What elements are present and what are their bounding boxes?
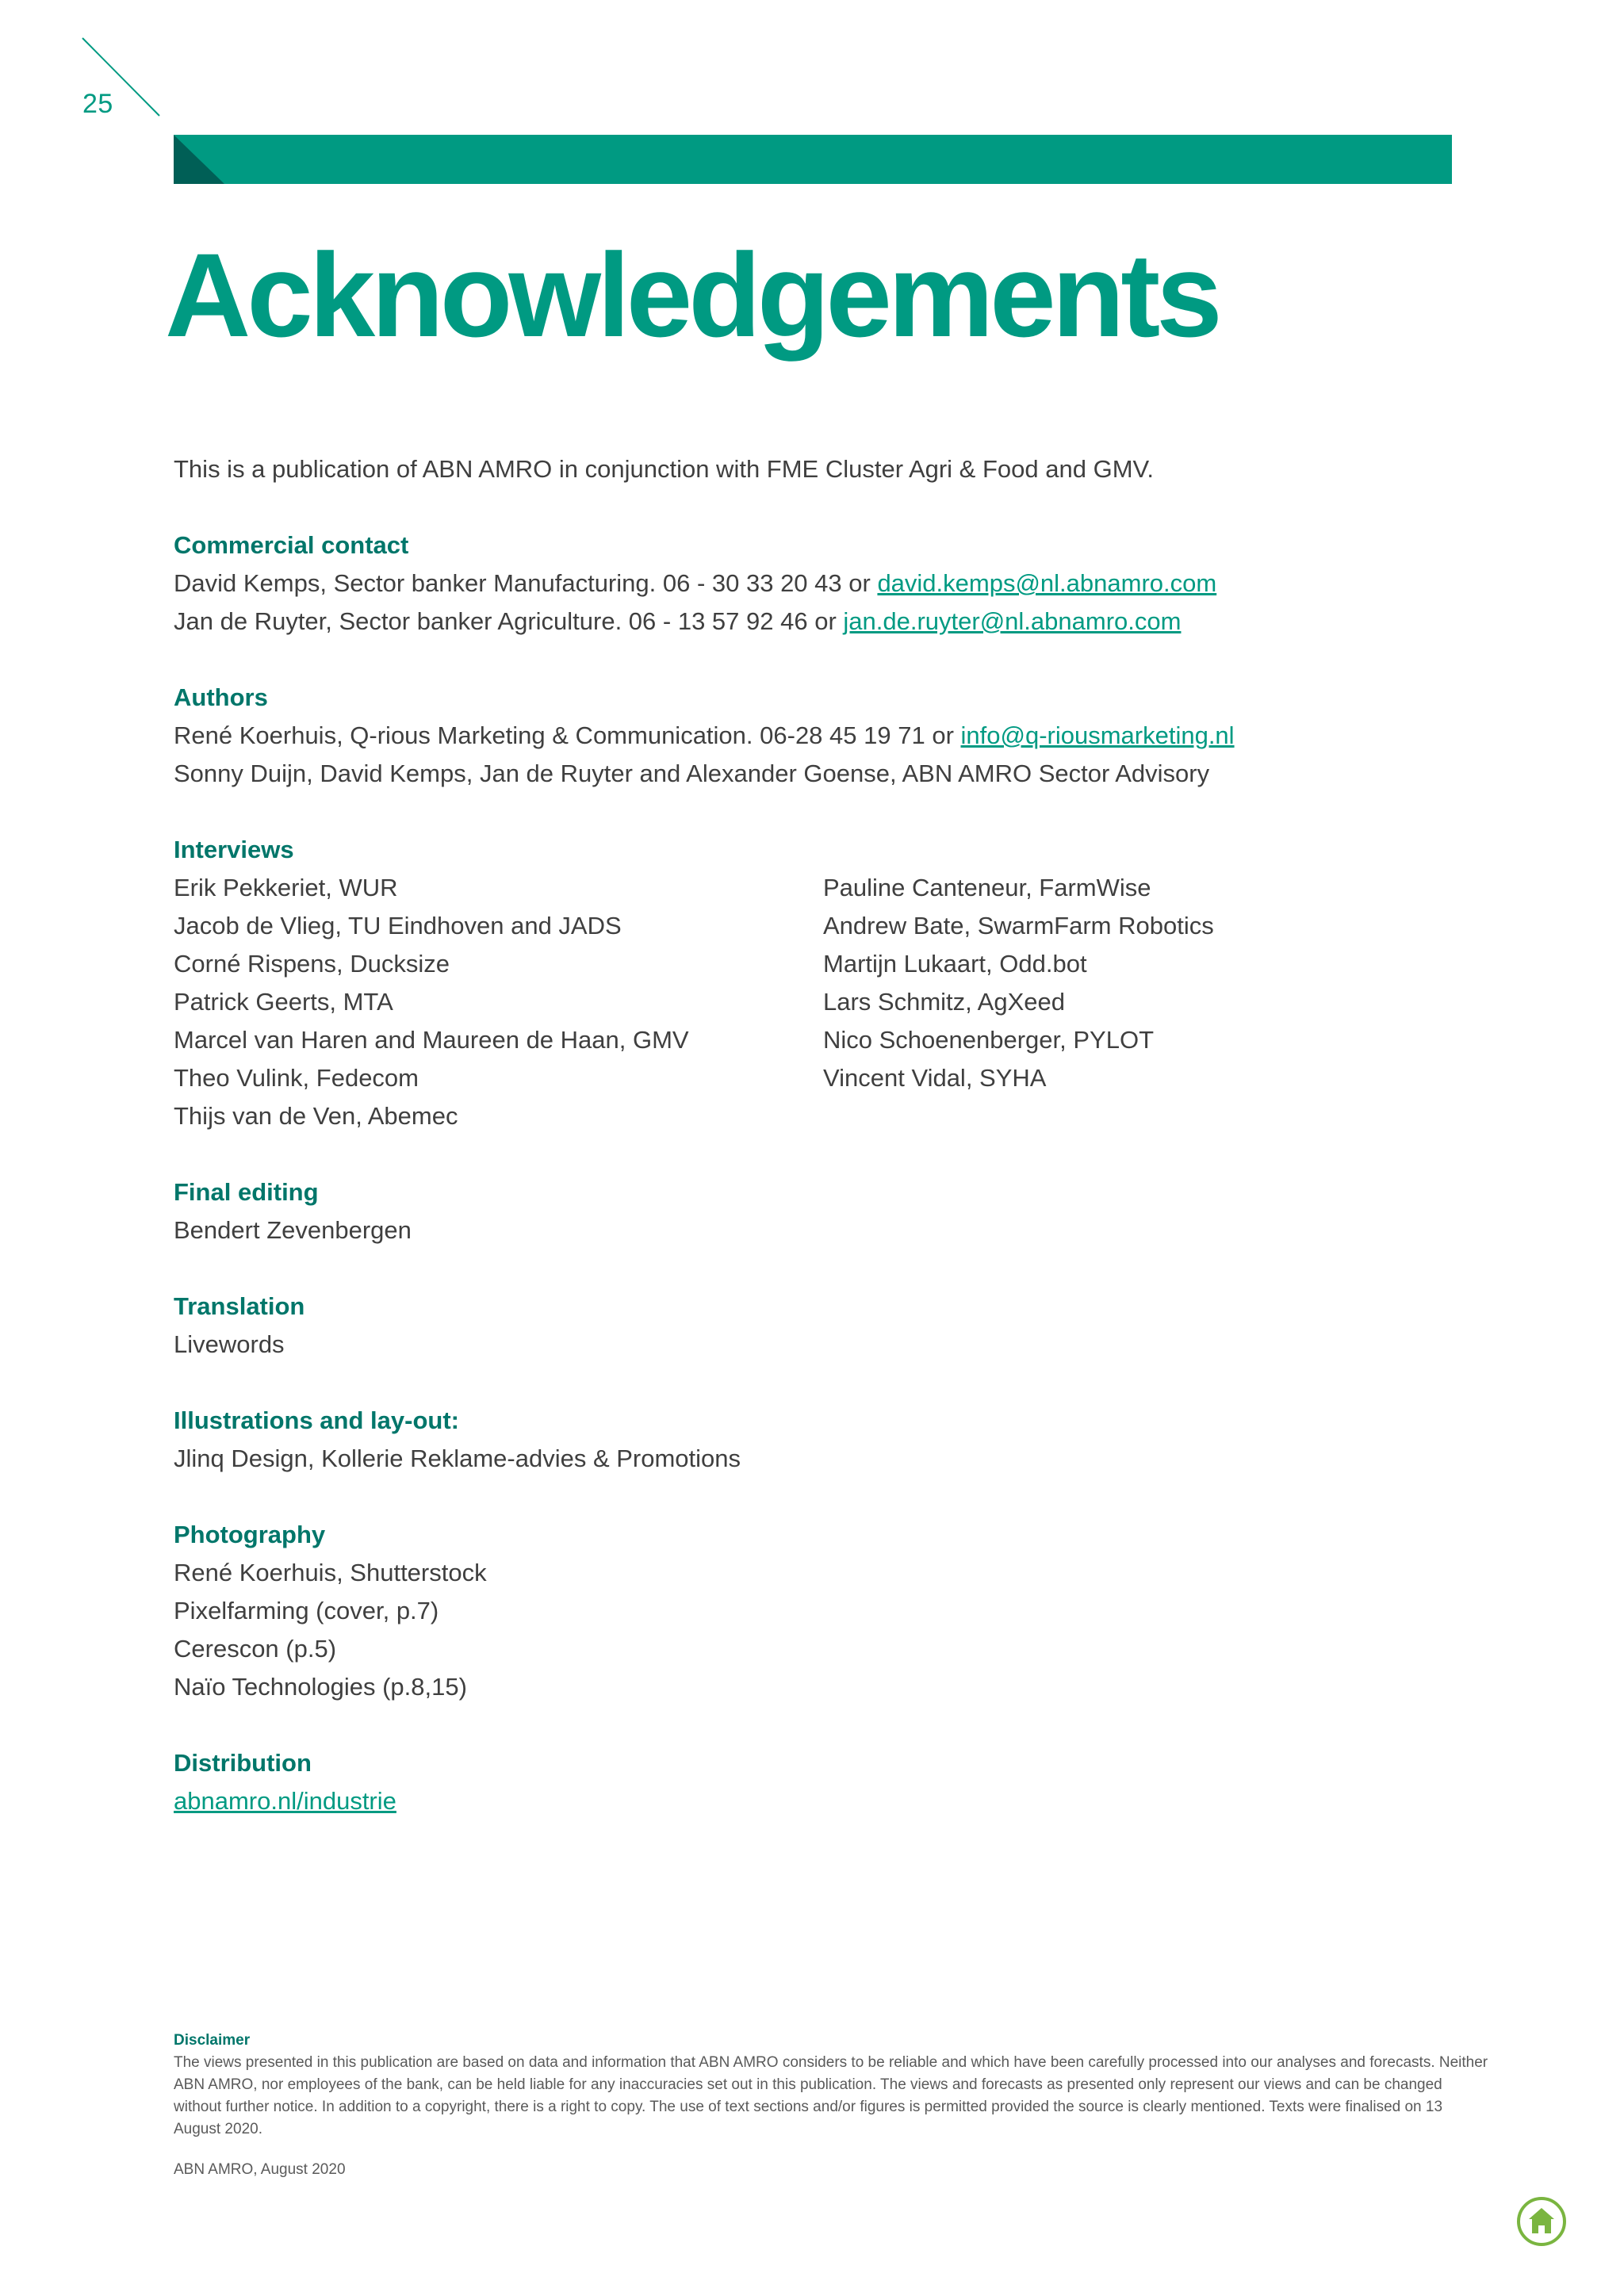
distribution-link[interactable]: abnamro.nl/industrie [174,1787,396,1815]
footer-publisher-date: ABN AMRO, August 2020 [174,2161,346,2178]
interviewee: Thijs van de Ven, Abemec [174,1102,458,1130]
interviewee: Theo Vulink, Fedecom [174,1064,419,1092]
contact-line [174,603,1474,641]
email-link-david-kemps[interactable]: david.kemps@nl.abnamro.com [877,569,1217,597]
interviewee: Lars Schmitz, AgXeed [823,988,1065,1016]
final-editing-name: Bendert Zevenbergen [174,1216,412,1244]
heading-distribution: Distribution [174,1749,312,1777]
interviewee: Martijn Lukaart, Odd.bot [823,950,1087,978]
photo-credit: René Koerhuis, Shutterstock [174,1559,487,1586]
photo-credit: Cerescon (p.5) [174,1635,337,1663]
interviewee: Andrew Bate, SwarmFarm Robotics [823,912,1214,939]
home-icon [1516,2196,1567,2247]
page-number: 25 [82,89,113,119]
section-translation [174,1288,1474,1364]
home-button[interactable] [1516,2196,1567,2247]
section-photography [174,1516,1474,1706]
interviews-right-column [823,869,1474,1135]
disclaimer-heading: Disclaimer [174,2032,251,2049]
interviewee: Vincent Vidal, SYHA [823,1064,1047,1092]
section-final-editing [174,1173,1474,1249]
contact-text: David Kemps, Sector banker Manufacturing. 06 - 30 33 20 43 or [174,569,878,597]
disclaimer [174,2030,1490,2141]
heading-interviews: Interviews [174,836,294,863]
header-bar [174,135,1452,184]
author-line: Sonny Duijn, David Kemps, Jan de Ruyter and Alexander Goense, ABN AMRO Sector Advisory [174,760,1210,787]
email-link-jan-de-ruyter[interactable]: jan.de.ruyter@nl.abnamro.com [843,607,1182,635]
author-line [174,717,1474,755]
illustrations-credit: Jlinq Design, Kollerie Reklame-advies & Promotions [174,1445,741,1472]
translation-name: Livewords [174,1330,285,1358]
section-interviews [174,831,1474,1135]
interviewee: Marcel van Haren and Maureen de Haan, GMV [174,1026,689,1054]
interviews-columns [174,869,1474,1135]
interviewee: Patrick Geerts, MTA [174,988,393,1016]
heading-commercial-contact: Commercial contact [174,531,409,559]
heading-final-editing: Final editing [174,1178,319,1206]
heading-authors: Authors [174,683,268,711]
heading-translation: Translation [174,1292,305,1320]
interviewee: Erik Pekkeriet, WUR [174,874,398,901]
content [174,450,1474,1820]
distribution-line [174,1782,1474,1820]
section-commercial-contact [174,526,1474,641]
header-bar-notch [174,135,224,184]
intro-text: This is a publication of ABN AMRO in conjunction with FME Cluster Agri & Food and GMV. [174,455,1154,483]
section-illustrations [174,1402,1474,1478]
contact-text: Jan de Ruyter, Sector banker Agriculture. 06 - 13 57 92 46 or [174,607,844,635]
photo-credit: Naïo Technologies (p.8,15) [174,1673,467,1701]
email-link-q-rious[interactable]: info@q-riousmarketing.nl [960,721,1235,749]
photo-credit: Pixelfarming (cover, p.7) [174,1597,439,1624]
interviewee: Corné Rispens, Ducksize [174,950,450,978]
heading-illustrations: Illustrations and lay-out: [174,1406,459,1434]
interviewee: Nico Schoenenberger, PYLOT [823,1026,1155,1054]
section-authors [174,679,1474,793]
section-distribution [174,1744,1474,1820]
author-text: René Koerhuis, Q-rious Marketing & Communication. 06-28 45 19 71 or [174,721,961,749]
page-title: Acknowledgements [165,228,1219,362]
contact-line [174,564,1474,603]
heading-photography: Photography [174,1521,326,1548]
interviewee: Jacob de Vlieg, TU Eindhoven and JADS [174,912,622,939]
disclaimer-text: The views presented in this publication are based on data and information that ABN AMRO considers to be reliable and which have been carefully processed into our analyses and forecasts. Neither ABN AMRO, nor employees of the bank, can be held liable for any inaccuracies set out in this publication. The views and forecasts as presented only represent our views and can be changed without further notice. In addition to a copyright, there is a right to copy. The use of text sections and/or figures is permitted provided the source is clearly mentioned. Texts were finalised on 13 August 2020. [174,2054,1488,2137]
interviews-left-column [174,869,823,1135]
interviewee: Pauline Canteneur, FarmWise [823,874,1151,901]
